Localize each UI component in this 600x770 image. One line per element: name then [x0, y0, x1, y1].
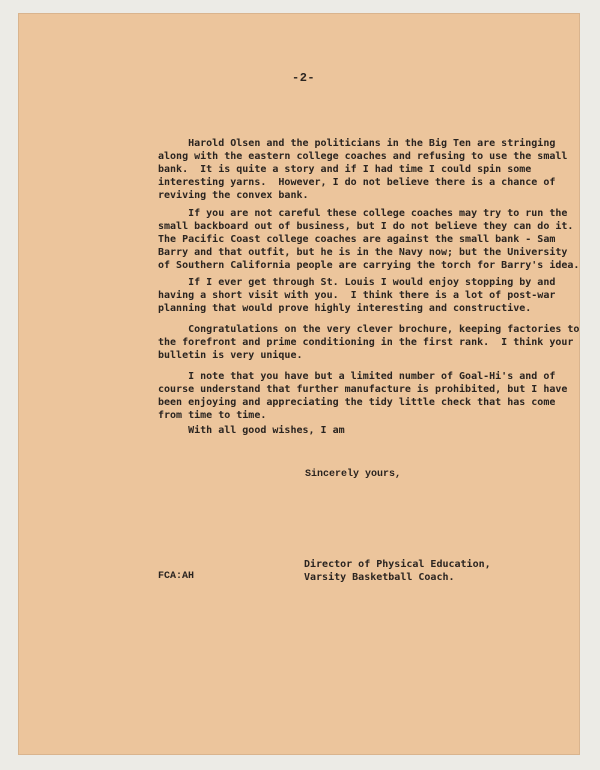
page-number: -2-: [292, 71, 316, 85]
closing-salutation: Sincerely yours,: [305, 469, 402, 480]
letter-page: [18, 13, 580, 755]
paragraph-big-ten: Harold Olsen and the politicians in the Big Ten are stringing along with the eastern college coaches and refusing to use the small bank. It is quite a story and if I had time I could spin some interesting yarns. However, I do not believe there is a chance of reviving the convex bank.: [158, 138, 568, 201]
paragraph-small-backboard: If you are not careful these college coaches may try to run the small backboard out of business, but I do not believe they can do it. The Pacific Coast college coaches are against the small bank - Sam Barry and that outfit, but he is in the Navy now; but the University of Southern California people are carrying the torch for Barry's idea.: [158, 208, 580, 271]
paragraph-st-louis: If I ever get through St. Louis I would enjoy stopping by and having a short visit with you. I think there is a lot of post-war planning that would prove highly interesting and constructive.: [158, 277, 556, 314]
paragraph-goal-his: I note that you have but a limited number of Goal-Hi's and of course understand that further manufacture is prohibited, but I have been enjoying and appreciating the tidy little check that has come from time to time.: [158, 371, 568, 421]
reference-initials: FCA:AH: [158, 571, 195, 582]
paragraph-good-wishes: With all good wishes, I am: [158, 425, 345, 436]
signature-title: Director of Physical Education, Varsity Basketball Coach.: [304, 559, 491, 583]
paragraph-brochure: Congratulations on the very clever brochure, keeping factories to the forefront and prime conditioning in the first rank. I think your bulletin is very unique.: [158, 324, 580, 361]
